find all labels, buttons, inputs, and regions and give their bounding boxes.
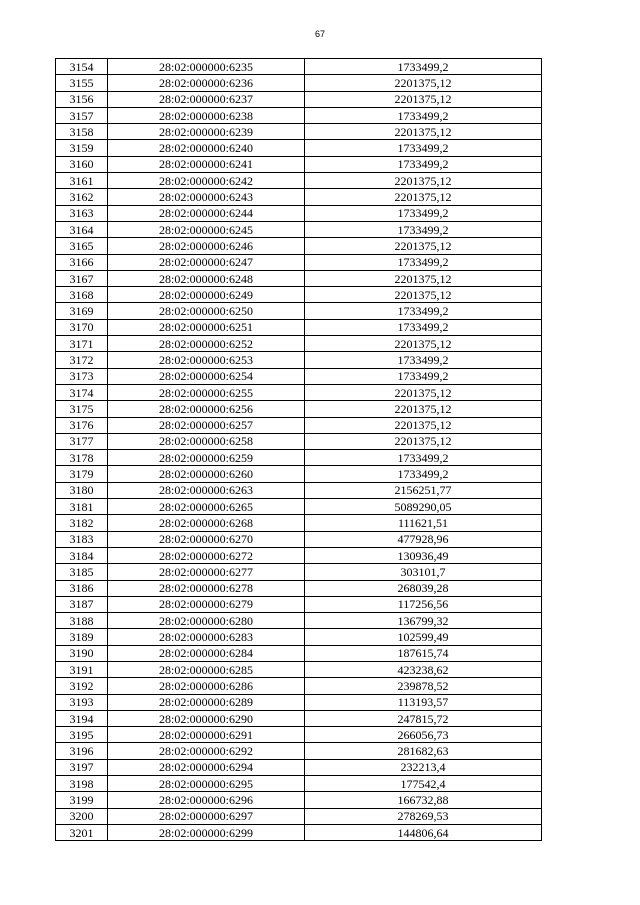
cadastral-number-cell: 28:02:000000:6292 bbox=[108, 743, 305, 759]
value-cell: 1733499,2 bbox=[305, 59, 542, 75]
value-cell: 166732,88 bbox=[305, 792, 542, 808]
table-row bbox=[56, 270, 542, 286]
cadastral-number-cell: 28:02:000000:6235 bbox=[108, 59, 305, 75]
cadastral-number-cell: 28:02:000000:6296 bbox=[108, 792, 305, 808]
value-cell: 2156251,77 bbox=[305, 482, 542, 498]
table-row bbox=[56, 205, 542, 221]
table-row bbox=[56, 515, 542, 531]
value-cell: 2201375,12 bbox=[305, 124, 542, 140]
row-number-cell: 3165 bbox=[56, 238, 108, 254]
table-row bbox=[56, 580, 542, 596]
value-cell: 1733499,2 bbox=[305, 156, 542, 172]
row-number-cell: 3183 bbox=[56, 531, 108, 547]
value-cell: 1733499,2 bbox=[305, 303, 542, 319]
cadastral-number-cell: 28:02:000000:6291 bbox=[108, 727, 305, 743]
cadastral-number-cell: 28:02:000000:6259 bbox=[108, 450, 305, 466]
row-number-cell: 3174 bbox=[56, 384, 108, 400]
table-body bbox=[56, 59, 542, 841]
table-row bbox=[56, 759, 542, 775]
table-row bbox=[56, 124, 542, 140]
row-number-cell: 3175 bbox=[56, 401, 108, 417]
cadastral-number-cell: 28:02:000000:6265 bbox=[108, 499, 305, 515]
cadastral-number-cell: 28:02:000000:6284 bbox=[108, 645, 305, 661]
cadastral-number-cell: 28:02:000000:6247 bbox=[108, 254, 305, 270]
cadastral-number-cell: 28:02:000000:6237 bbox=[108, 91, 305, 107]
row-number-cell: 3176 bbox=[56, 417, 108, 433]
row-number-cell: 3156 bbox=[56, 91, 108, 107]
row-number-cell: 3185 bbox=[56, 564, 108, 580]
row-number-cell: 3154 bbox=[56, 59, 108, 75]
row-number-cell: 3177 bbox=[56, 433, 108, 449]
table-row bbox=[56, 645, 542, 661]
value-cell: 2201375,12 bbox=[305, 189, 542, 205]
value-cell: 1733499,2 bbox=[305, 466, 542, 482]
cadastral-number-cell: 28:02:000000:6279 bbox=[108, 596, 305, 612]
row-number-cell: 3171 bbox=[56, 336, 108, 352]
row-number-cell: 3172 bbox=[56, 352, 108, 368]
value-cell: 2201375,12 bbox=[305, 336, 542, 352]
table-row bbox=[56, 694, 542, 710]
table-row bbox=[56, 824, 542, 840]
value-cell: 232213,4 bbox=[305, 759, 542, 775]
value-cell: 1733499,2 bbox=[305, 221, 542, 237]
table-row bbox=[56, 466, 542, 482]
table-row bbox=[56, 319, 542, 335]
cadastral-number-cell: 28:02:000000:6241 bbox=[108, 156, 305, 172]
value-cell: 130936,49 bbox=[305, 547, 542, 563]
row-number-cell: 3197 bbox=[56, 759, 108, 775]
cadastral-number-cell: 28:02:000000:6260 bbox=[108, 466, 305, 482]
row-number-cell: 3169 bbox=[56, 303, 108, 319]
table-row bbox=[56, 531, 542, 547]
table-row bbox=[56, 107, 542, 123]
table-row bbox=[56, 368, 542, 384]
cadastral-number-cell: 28:02:000000:6299 bbox=[108, 824, 305, 840]
table-row bbox=[56, 792, 542, 808]
cadastral-number-cell: 28:02:000000:6252 bbox=[108, 336, 305, 352]
table-row bbox=[56, 156, 542, 172]
cadastral-number-cell: 28:02:000000:6277 bbox=[108, 564, 305, 580]
table-row bbox=[56, 352, 542, 368]
cadastral-number-cell: 28:02:000000:6244 bbox=[108, 205, 305, 221]
cadastral-number-cell: 28:02:000000:6245 bbox=[108, 221, 305, 237]
row-number-cell: 3199 bbox=[56, 792, 108, 808]
cadastral-number-cell: 28:02:000000:6243 bbox=[108, 189, 305, 205]
table-row bbox=[56, 140, 542, 156]
row-number-cell: 3162 bbox=[56, 189, 108, 205]
cadastral-number-cell: 28:02:000000:6297 bbox=[108, 808, 305, 824]
row-number-cell: 3194 bbox=[56, 710, 108, 726]
cadastral-number-cell: 28:02:000000:6251 bbox=[108, 319, 305, 335]
row-number-cell: 3187 bbox=[56, 596, 108, 612]
value-cell: 2201375,12 bbox=[305, 75, 542, 91]
row-number-cell: 3181 bbox=[56, 499, 108, 515]
row-number-cell: 3166 bbox=[56, 254, 108, 270]
value-cell: 5089290,05 bbox=[305, 499, 542, 515]
value-cell: 136799,32 bbox=[305, 613, 542, 629]
row-number-cell: 3192 bbox=[56, 678, 108, 694]
row-number-cell: 3168 bbox=[56, 287, 108, 303]
table-row bbox=[56, 482, 542, 498]
value-cell: 2201375,12 bbox=[305, 173, 542, 189]
cadastral-number-cell: 28:02:000000:6246 bbox=[108, 238, 305, 254]
row-number-cell: 3179 bbox=[56, 466, 108, 482]
row-number-cell: 3170 bbox=[56, 319, 108, 335]
cadastral-number-cell: 28:02:000000:6253 bbox=[108, 352, 305, 368]
value-cell: 2201375,12 bbox=[305, 238, 542, 254]
row-number-cell: 3155 bbox=[56, 75, 108, 91]
value-cell: 278269,53 bbox=[305, 808, 542, 824]
value-cell: 1733499,2 bbox=[305, 352, 542, 368]
value-cell: 2201375,12 bbox=[305, 417, 542, 433]
value-cell: 1733499,2 bbox=[305, 319, 542, 335]
row-number-cell: 3195 bbox=[56, 727, 108, 743]
row-number-cell: 3161 bbox=[56, 173, 108, 189]
cadastral-number-cell: 28:02:000000:6256 bbox=[108, 401, 305, 417]
table-row bbox=[56, 450, 542, 466]
value-cell: 281682,63 bbox=[305, 743, 542, 759]
value-cell: 1733499,2 bbox=[305, 254, 542, 270]
table-row bbox=[56, 743, 542, 759]
value-cell: 2201375,12 bbox=[305, 401, 542, 417]
cadastral-number-cell: 28:02:000000:6242 bbox=[108, 173, 305, 189]
value-cell: 117256,56 bbox=[305, 596, 542, 612]
value-cell: 2201375,12 bbox=[305, 433, 542, 449]
row-number-cell: 3184 bbox=[56, 547, 108, 563]
table-row bbox=[56, 547, 542, 563]
row-number-cell: 3158 bbox=[56, 124, 108, 140]
table-row bbox=[56, 433, 542, 449]
table-row bbox=[56, 808, 542, 824]
cadastral-number-cell: 28:02:000000:6238 bbox=[108, 107, 305, 123]
value-cell: 144806,64 bbox=[305, 824, 542, 840]
table-row bbox=[56, 661, 542, 677]
value-cell: 2201375,12 bbox=[305, 91, 542, 107]
value-cell: 477928,96 bbox=[305, 531, 542, 547]
table-row bbox=[56, 401, 542, 417]
value-cell: 102599,49 bbox=[305, 629, 542, 645]
value-cell: 1733499,2 bbox=[305, 450, 542, 466]
cadastral-number-cell: 28:02:000000:6255 bbox=[108, 384, 305, 400]
row-number-cell: 3178 bbox=[56, 450, 108, 466]
row-number-cell: 3173 bbox=[56, 368, 108, 384]
row-number-cell: 3198 bbox=[56, 776, 108, 792]
row-number-cell: 3180 bbox=[56, 482, 108, 498]
value-cell: 2201375,12 bbox=[305, 270, 542, 286]
cadastral-number-cell: 28:02:000000:6294 bbox=[108, 759, 305, 775]
table-row bbox=[56, 564, 542, 580]
cadastral-number-cell: 28:02:000000:6285 bbox=[108, 661, 305, 677]
table-row bbox=[56, 287, 542, 303]
page-number: 67 bbox=[314, 29, 325, 39]
value-cell: 266056,73 bbox=[305, 727, 542, 743]
cadastral-number-cell: 28:02:000000:6257 bbox=[108, 417, 305, 433]
cadastral-number-cell: 28:02:000000:6290 bbox=[108, 710, 305, 726]
cadastral-number-cell: 28:02:000000:6295 bbox=[108, 776, 305, 792]
value-cell: 113193,57 bbox=[305, 694, 542, 710]
row-number-cell: 3159 bbox=[56, 140, 108, 156]
value-cell: 423238,62 bbox=[305, 661, 542, 677]
row-number-cell: 3182 bbox=[56, 515, 108, 531]
cadastral-number-cell: 28:02:000000:6268 bbox=[108, 515, 305, 531]
table-row bbox=[56, 776, 542, 792]
cadastral-number-cell: 28:02:000000:6263 bbox=[108, 482, 305, 498]
row-number-cell: 3196 bbox=[56, 743, 108, 759]
table-row bbox=[56, 303, 542, 319]
cadastral-number-cell: 28:02:000000:6286 bbox=[108, 678, 305, 694]
cadastral-number-cell: 28:02:000000:6258 bbox=[108, 433, 305, 449]
row-number-cell: 3201 bbox=[56, 824, 108, 840]
row-number-cell: 3193 bbox=[56, 694, 108, 710]
cadastral-number-cell: 28:02:000000:6280 bbox=[108, 613, 305, 629]
table-row bbox=[56, 613, 542, 629]
table-row bbox=[56, 238, 542, 254]
table-row bbox=[56, 384, 542, 400]
row-number-cell: 3164 bbox=[56, 221, 108, 237]
table-row bbox=[56, 221, 542, 237]
cadastral-number-cell: 28:02:000000:6236 bbox=[108, 75, 305, 91]
table-row bbox=[56, 710, 542, 726]
table-row bbox=[56, 629, 542, 645]
cadastral-number-cell: 28:02:000000:6239 bbox=[108, 124, 305, 140]
data-table bbox=[55, 58, 542, 841]
table-row bbox=[56, 173, 542, 189]
table-row bbox=[56, 727, 542, 743]
row-number-cell: 3157 bbox=[56, 107, 108, 123]
table-row bbox=[56, 189, 542, 205]
table-row bbox=[56, 596, 542, 612]
value-cell: 111621,51 bbox=[305, 515, 542, 531]
row-number-cell: 3186 bbox=[56, 580, 108, 596]
table-row bbox=[56, 254, 542, 270]
row-number-cell: 3167 bbox=[56, 270, 108, 286]
row-number-cell: 3190 bbox=[56, 645, 108, 661]
row-number-cell: 3189 bbox=[56, 629, 108, 645]
row-number-cell: 3188 bbox=[56, 613, 108, 629]
cadastral-number-cell: 28:02:000000:6250 bbox=[108, 303, 305, 319]
value-cell: 303101,7 bbox=[305, 564, 542, 580]
row-number-cell: 3191 bbox=[56, 661, 108, 677]
value-cell: 247815,72 bbox=[305, 710, 542, 726]
cadastral-number-cell: 28:02:000000:6272 bbox=[108, 547, 305, 563]
value-cell: 177542,4 bbox=[305, 776, 542, 792]
table-row bbox=[56, 499, 542, 515]
value-cell: 2201375,12 bbox=[305, 384, 542, 400]
cadastral-number-cell: 28:02:000000:6283 bbox=[108, 629, 305, 645]
table-row bbox=[56, 59, 542, 75]
value-cell: 187615,74 bbox=[305, 645, 542, 661]
table-row bbox=[56, 678, 542, 694]
cadastral-number-cell: 28:02:000000:6278 bbox=[108, 580, 305, 596]
value-cell: 1733499,2 bbox=[305, 140, 542, 156]
value-cell: 1733499,2 bbox=[305, 368, 542, 384]
table-row bbox=[56, 417, 542, 433]
cadastral-number-cell: 28:02:000000:6270 bbox=[108, 531, 305, 547]
cadastral-number-cell: 28:02:000000:6289 bbox=[108, 694, 305, 710]
table-row bbox=[56, 91, 542, 107]
table-row bbox=[56, 75, 542, 91]
cadastral-number-cell: 28:02:000000:6248 bbox=[108, 270, 305, 286]
cadastral-number-cell: 28:02:000000:6249 bbox=[108, 287, 305, 303]
row-number-cell: 3200 bbox=[56, 808, 108, 824]
table-row bbox=[56, 336, 542, 352]
row-number-cell: 3163 bbox=[56, 205, 108, 221]
value-cell: 1733499,2 bbox=[305, 205, 542, 221]
value-cell: 2201375,12 bbox=[305, 287, 542, 303]
value-cell: 239878,52 bbox=[305, 678, 542, 694]
cadastral-number-cell: 28:02:000000:6240 bbox=[108, 140, 305, 156]
value-cell: 268039,28 bbox=[305, 580, 542, 596]
cadastral-number-cell: 28:02:000000:6254 bbox=[108, 368, 305, 384]
value-cell: 1733499,2 bbox=[305, 107, 542, 123]
row-number-cell: 3160 bbox=[56, 156, 108, 172]
